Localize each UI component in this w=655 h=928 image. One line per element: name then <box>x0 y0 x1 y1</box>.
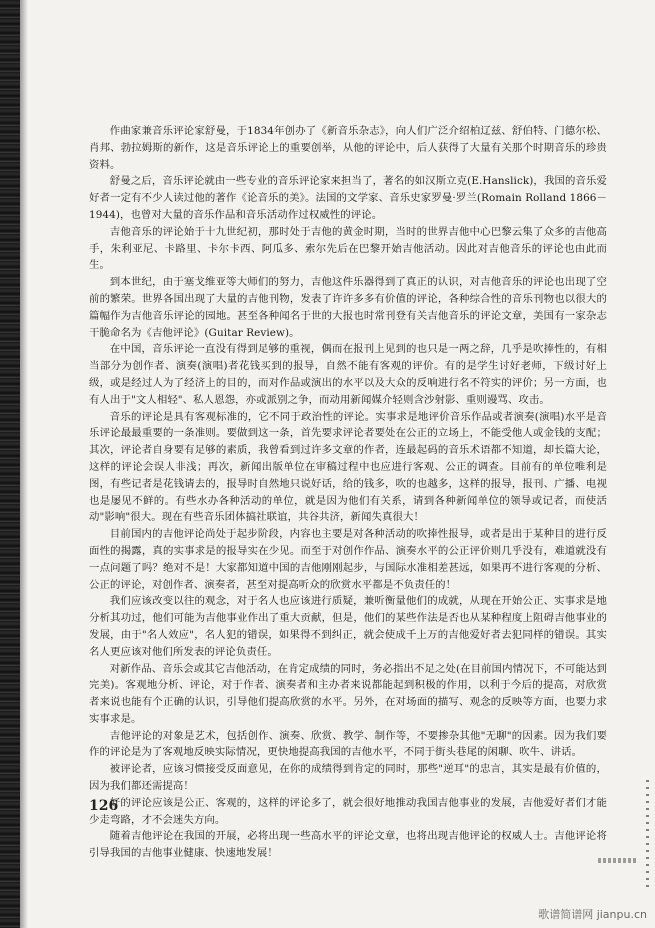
paragraph: 对新作品、音乐会或其它吉他活动，在肯定成绩的同时，务必指出不足之处(在目前国内情况下，不可能达到完美)。客观地分析、评论，对于作者、演奏者和主办者来说都能起到积极的作用，以利于今后的提高，对欣赏者来说也能有个正确的认识，引导他们提高欣赏的水平。另外，在对场面的描写、观念的反映等方面，也要力求实事求是。 <box>89 662 608 725</box>
binding-edge <box>0 0 20 928</box>
paragraph: 作曲家兼音乐评论家舒曼，于1834年创办了《新音乐杂志》，向人们广泛介绍柏辽兹、舒伯特、门德尔松、肖邦、勃拉姆斯的新作，这是音乐评论上的重要创举，从他的评论中，后人获得了大量有关那个时期音乐的珍贵资料。 <box>89 125 607 171</box>
paragraph: 吉他音乐的评论始于十九世纪初，那时处于吉他的黄金时期，当时的世界吉他中心巴黎云集了众多的吉他高手，朱利亚尼、卡路里、卡尔卡西、阿瓜多、索尔先后在巴黎开始吉他活动。因此对吉他音乐的评论也由此而生。 <box>89 225 607 272</box>
paragraph: 目前国内的吉他评论尚处于起步阶段，内容也主要是对各种活动的吹捧性报导，或者是出于某种目的进行反面性的揭露，真的实事求是的报导实在少见。而至于对创作作品、演奏水平的公正评价则几乎没有，难道就没有一点问题了吗？绝对不是！大家都知道中国的吉他刚刚起步，与国际水准相差甚远，如果再不进行客观的分析、公正的评论，对创作者、演奏者，甚至对提高听众的欣赏水平都是不负责任的！ <box>89 528 607 591</box>
binding-shadow <box>20 0 28 928</box>
site-watermark: 歌谱简谱网 jianpu.cn <box>538 908 647 921</box>
paragraph: 好的评论应该是公正、客观的，这样的评论多了，就会很好地推动我国吉他事业的发展，吉他爱好者们才能少走弯路，才不会迷失方向。 <box>89 796 607 826</box>
paragraph: 舒曼之后，音乐评论就由一些专业的音乐评论家来担当了，著名的如汉斯立克(E.Hanslick)，我国的音乐爱好者一定有不少人读过他的著作《论音乐的美》。法国的文学家、音乐史家罗曼·罗兰(Romain Rolland 1866－1944)，也曾对大量的音乐作品和音乐活动作过权威性的评论。 <box>89 175 607 221</box>
paragraph: 吉他评论的对象是艺术，包括创作、演奏、欣赏、教学、制作等，不要掺杂其他"无聊"的因素。因为我们要作的评论是为了客观地反映实际情况，更快地提高我国的吉他水平，不同于街头巷尾的闲聊、吹牛、讲话。 <box>89 729 607 759</box>
paragraph: 随着吉他评论在我国的开展，必将出现一些高水平的评论文章，也将出现吉他评论的权威人士。吉他评论将引导我国的吉他事业健康、快速地发展！ <box>89 830 607 860</box>
page-number: 126 <box>89 798 119 814</box>
paragraph: 被评论者，应该习惯接受反面意见，在你的成绩得到肯定的同时，那些"逆耳"的忠言，其实是最有价值的，因为我们都还需提高！ <box>89 763 607 793</box>
article-body <box>89 123 607 862</box>
paragraph: 音乐的评论是具有客观标准的，它不同于政治性的评论。实事求是地评价音乐作品或者演奏(演唱)水平是音乐评论最最重要的一条准则。要做到这一条，首先要求评论者要处在公正的立场上，不能受他人或金钱的支配；其次，评论者自身要有足够的素质，我曾看到过许多文章的作者，连最起码的音乐术语都不知道，却长篇大论，这样的评论会误人非浅；再次，新闻出版单位在审稿过程中也应进行客观、公正的调查。目前有的单位唯利是图，有些记者是花钱请去的，报导时自然地只说好话，给的钱多，吹的也越多，这样的报导，报刊、广播、电视也是屡见不鲜的。有些水办各种活动的单位，就是因为他们有关系，请到各种新闻单位的领导或记者，而使活动"影响"很大。现在有些音乐团体搞社联谊，共谷共济，新闻失真很大！ <box>89 410 607 524</box>
paragraph: 到本世纪，由于塞戈维亚等大师们的努力，吉他这件乐器得到了真正的认识，对吉他音乐的评论也出现了空前的繁荣。世界各国出现了大量的吉他刊物，发表了许许多多有价值的评论，各种综合性的音乐刊物也以很大的篇幅作为吉他音乐评论的园地。甚至各种闻名于世的大报也时常刊登有关吉他音乐的评论文章，美国有一家杂志干脆命名为《吉他评论》(Guitar Review)。 <box>89 276 607 339</box>
scan-edge-marks <box>646 780 649 890</box>
paragraph: 我们应该改变以往的观念，对于名人也应该进行质疑，兼听衡量他们的成就，从现在开始公正、实事求是地分析其功过，他们可能为吉他事业作出了重大贡献，但是，他们的某些作法是否也从某种程度上阻碍吉他事业的发展，由于"名人效应"，名人犯的错误，如果得不到纠正，就会使成千上万的吉他爱好者去犯同样的错误。其实名人更应该对他们所发表的评论负责任。 <box>89 595 607 658</box>
paragraph: 在中国，音乐评论一直没有得到足够的重视，偶而在报刊上见到的也只是一两之辞，几乎是吹捧性的，有相当部分为创作者、演奏(演唱)者花钱买到的报导，自然不能有客观的评价。有的是学生讨好老师，下级讨好上级，或是经过人为了经济上的目的，而对作品或演出的水平以及大众的反响进行名不符实的评价；另一方面，也有人出于"文人相轻"、私人恩怨，亦或派别之争，而动用新闻媒介轻则含沙射影、重则谩骂、攻击。 <box>89 343 607 406</box>
